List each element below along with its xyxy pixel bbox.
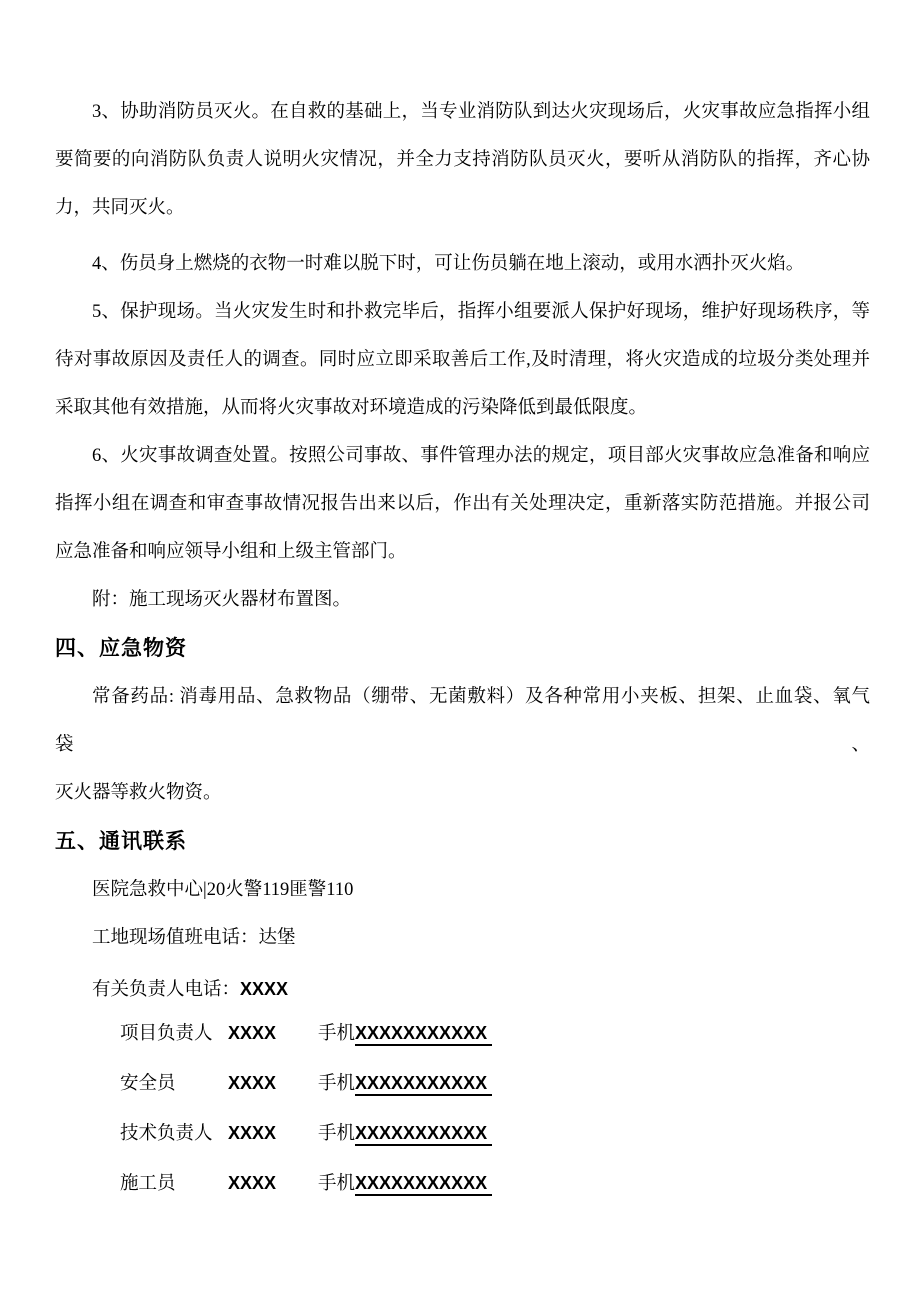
paragraph-burning-clothes (55, 240, 870, 288)
contact-row-technical-leader (55, 1109, 870, 1159)
paragraph-line: 灭火器等救火物资。 (55, 783, 222, 803)
contact-role: 安全员 (120, 1074, 176, 1094)
paragraph-line: 力，共同灭火。 (55, 198, 185, 218)
responsible-phone-line (55, 972, 870, 1007)
attachment-note: 附：施工现场灭火器材布置图。 (92, 590, 352, 610)
contact-name: XXXX (228, 1023, 277, 1043)
site-duty-phone-line (55, 914, 870, 962)
paragraph-line: 3、协助消防员灭火。在自救的基础上，当专业消防队到达火灾现场后，火灾事故应急指挥小组 (92, 102, 870, 122)
phone-number: XXXXXXXXXXX (355, 1173, 492, 1196)
contact-row-safety-officer (55, 1059, 870, 1109)
phone-label: 手机 (318, 1024, 356, 1044)
paragraph-line: 待对事故原因及责任人的调查。同时应立即采取善后工作,及时清理，将火灾造成的垃圾分类处理并 (55, 350, 870, 370)
contact-phone (318, 1059, 492, 1109)
paragraph-emergency-supplies (55, 673, 870, 817)
responsible-phone-label: 有关负责人电话： (92, 980, 241, 1000)
paragraph-line: 指挥小组在调查和审查事故情况报告出来以后，作出有关处理决定，重新落实防范措施。并报公司 (55, 494, 870, 514)
phone-label: 手机 (318, 1124, 356, 1144)
contact-phone (318, 1109, 492, 1159)
paragraph-line: 应急准备和响应领导小组和上级主管部门。 (55, 542, 407, 562)
paragraph-assist-firefighters (55, 88, 870, 232)
contact-name: XXXX (228, 1073, 277, 1093)
section-heading-communication: 五、通讯联系 (55, 830, 187, 853)
paragraph-line: 5、保护现场。当火灾发生时和扑救完毕后，指挥小组要派人保护好现场，维护好现场秩序，等 (92, 302, 870, 322)
contact-name: XXXX (228, 1123, 277, 1143)
contact-name: XXXX (228, 1173, 277, 1193)
paragraph-line: 要简要的向消防队负责人说明火灾情况，并全力支持消防队员灭火，要听从消防队的指挥，齐心协 (55, 150, 870, 170)
contact-role: 施工员 (120, 1174, 176, 1194)
contact-row-project-leader (55, 1009, 870, 1059)
paragraph-protect-scene (55, 288, 870, 432)
paragraph-line: 6、火灾事故调查处置。按照公司事故、事件管理办法的规定，项目部火灾事故应急准备和响应 (92, 446, 870, 466)
paragraph-line: 常备药品: 消毒用品、急救物品（绷带、无菌敷料）及各种常用小夹板、担架、止血袋、氧气袋、 (55, 687, 870, 755)
contact-phone-list (55, 1009, 870, 1209)
contact-phone (318, 1009, 492, 1059)
paragraph-line: 采取其他有效措施，从而将火灾事故对环境造成的污染降低到最低限度。 (55, 398, 648, 418)
section-heading-emergency-supplies: 四、应急物资 (55, 637, 187, 660)
paragraph-accident-investigation (55, 432, 870, 576)
paragraph-line: 4、伤员身上燃烧的衣物一时难以脱下时，可让伤员躺在地上滚动，或用水洒扑灭火焰。 (92, 254, 805, 274)
site-duty-phone-value: 达堡 (258, 928, 296, 948)
phone-number: XXXXXXXXXXX (355, 1073, 492, 1096)
emergency-numbers-line: 医院急救中心|20火警119匪警110 (92, 880, 354, 900)
contact-role: 技术负责人 (120, 1124, 213, 1144)
contact-row-construction-worker (55, 1159, 870, 1209)
phone-number: XXXXXXXXXXX (355, 1123, 492, 1146)
contact-role: 项目负责人 (120, 1024, 213, 1044)
contact-phone (318, 1159, 492, 1209)
phone-number: XXXXXXXXXXX (355, 1023, 492, 1046)
site-duty-phone-label: 工地现场值班电话： (92, 928, 259, 948)
responsible-phone-value: XXXX (240, 979, 289, 999)
phone-label: 手机 (318, 1174, 356, 1194)
phone-label: 手机 (318, 1074, 356, 1094)
